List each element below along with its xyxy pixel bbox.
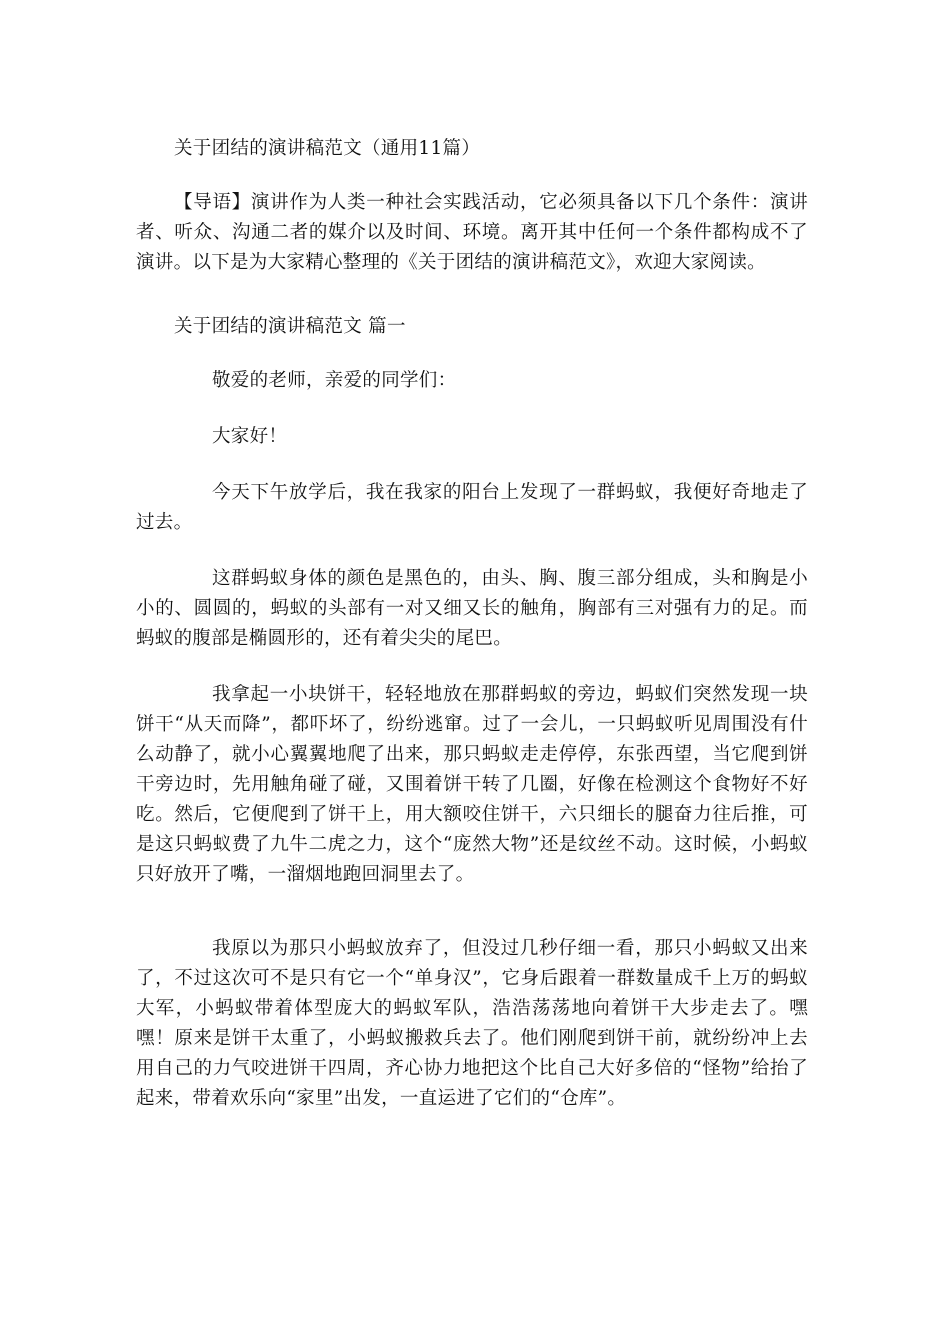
section-title: 关于团结的演讲稿范文 篇一 [174,316,406,337]
greeting: 大家好！ [212,426,288,447]
body-paragraph: 这群蚂蚁身体的颜色是黑色的，由头、胸、腹三部分组成，头和胸是小小的、圆圆的，蚂蚁的头部有一对又细又长的触角，胸部有三对强有力的足。而蚂蚁的腹部是椭圆形的，还有着尖尖的尾巴。 [136,568,808,649]
body-paragraph: 今天下午放学后，我在我家的阳台上发现了一群蚂蚁，我便好奇地走了过去。 [136,482,808,533]
intro-paragraph: 【导语】演讲作为人类一种社会实践活动，它必须具备以下几个条件：演讲者、听众、沟通二者的媒介以及时间、环境。离开其中任何一个条件都构成不了演讲。以下是为大家精心整理的《关于团结的演讲稿范文》，欢迎大家阅读。 [136,192,808,273]
body-paragraph: 我原以为那只小蚂蚁放弃了，但没过几秒仔细一看，那只小蚂蚁又出来了，不过这次可不是只有它一个“单身汉”，它身后跟着一群数量成千上万的蚂蚁大军，小蚂蚁带着体型庞大的蚂蚁军队，浩浩荡荡地向着饼干大步走去了。嘿嘿！原来是饼干太重了，小蚂蚁搬救兵去了。他们刚爬到饼干前，就纷纷冲上去用自己的力气咬进饼干四周，齐心协力地把这个比自己大好多倍的“怪物”给抬了起来，带着欢乐向“家里”出发，一直运进了它们的“仓库”。 [136,938,808,1109]
salutation: 敬爱的老师，亲爱的同学们： [212,370,457,391]
body-paragraph: 我拿起一小块饼干，轻轻地放在那群蚂蚁的旁边，蚂蚁们突然发现一块饼干“从天而降”，都吓坏了，纷纷逃窜。过了一会儿，一只蚂蚁听见周围没有什么动静了，就小心翼翼地爬了出来，那只蚂蚁走走停停，东张西望，当它爬到饼干旁边时，先用触角碰了碰，又围着饼干转了几圈，好像在检测这个食物好不好吃。然后，它便爬到了饼干上，用大额咬住饼干，六只细长的腿奋力往后推，可是这只蚂蚁费了九牛二虎之力，这个“庞然大物”还是纹丝不动。这时候，小蚂蚁只好放开了嘴，一溜烟地跑回洞里去了。 [136,684,808,885]
document-title: 关于团结的演讲稿范文（通用11篇） [174,138,481,159]
